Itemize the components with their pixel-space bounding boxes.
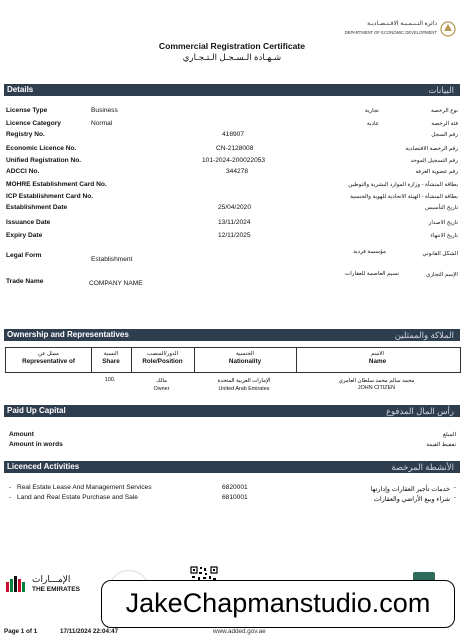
col-representative-en: Representative of — [22, 358, 75, 365]
icp-card-label-ar: بطاقة المنشأة - الهيئة الاتحادية للهوية والجنسية — [350, 194, 458, 200]
unified-registration-label-ar: رقم التسجيل الموحد — [410, 158, 458, 164]
col-role-en: Role/Position — [142, 358, 183, 365]
license-type-value-ar: تجارية — [364, 108, 379, 114]
economic-licence-label-ar: رقم الرخصة الاقتصادية — [405, 146, 458, 152]
activity-name: Real Estate Lease And Management Services — [17, 484, 152, 491]
emirates-text-ar: الإمـــارات — [32, 574, 71, 584]
licence-category-value-ar: عادية — [366, 121, 379, 127]
watermark-banner — [101, 580, 455, 628]
activity-bullet-ar: - — [453, 484, 456, 491]
trade-name-value: COMPANY NAME — [89, 280, 143, 287]
certificate-title-ar: شـهـادة الـسـجـل الـتـجـاري — [182, 52, 282, 62]
legal-form-value: Establishment — [91, 256, 133, 263]
activity-name: Land and Real Estate Purchase and Sale — [17, 494, 138, 501]
license-type-label-ar: نوع الرخصة — [431, 108, 458, 114]
ownership-heading: Ownership and Representatives — [7, 330, 129, 339]
col-representative — [6, 348, 92, 372]
owner-name-ar: محمد سالم محمد سلطان العامري — [338, 378, 415, 384]
activity-code: 6820001 — [222, 484, 248, 491]
mohre-card-label-ar: بطاقة المنشأة - وزارة الموارد البشرية والتوطين — [348, 182, 458, 188]
adcci-no-value: 344278 — [226, 168, 249, 175]
trade-name-label-ar: الإسم التجاري — [425, 272, 458, 278]
unified-registration-label: Unified Registration No. — [6, 157, 82, 164]
registry-no-label-ar: رقم السجل — [431, 132, 458, 138]
emirates-text-en: THE EMIRATES — [32, 586, 80, 593]
emirates-bars-icon — [6, 574, 28, 594]
licence-category-label-ar: فئة الرخصة — [431, 121, 458, 127]
capital-heading: Paid Up Capital — [7, 406, 66, 415]
owner-nationality-ar: الإمارات العربية المتحدة — [217, 378, 271, 384]
ownership-section-bar — [4, 329, 460, 341]
establishment-date-label-ar: تاريخ التأسيس — [425, 205, 458, 211]
col-role — [131, 348, 195, 372]
emblem-icon — [439, 20, 457, 38]
capital-heading-ar: رأس المال المدفوع — [385, 406, 454, 416]
activities-heading-ar: الأنشطة المرخصة — [391, 462, 454, 472]
col-name-en: Name — [368, 358, 387, 365]
registry-no-value: 418907 — [222, 131, 245, 138]
adcci-no-label: ADCCI No. — [6, 168, 40, 175]
col-share-en: Share — [102, 358, 120, 365]
details-heading: Details — [7, 85, 34, 94]
ownership-heading-ar: الملاكة والممثلين — [394, 330, 454, 340]
activity-name-ar: خدمات تأجير العقارات وإدارتها — [370, 486, 450, 493]
owner-role-ar: مالك — [156, 378, 167, 384]
activity-bullet: - — [9, 494, 12, 501]
col-nationality-ar: الجنسية — [236, 351, 254, 357]
amount-label-ar: المبلغ — [442, 432, 456, 438]
unified-registration-value: 101-2024-200022053 — [202, 157, 266, 164]
col-name-ar: الاسم — [371, 351, 384, 357]
establishment-date-value: 25/04/2020 — [218, 204, 252, 211]
col-role-ar: الدور/المنصب — [146, 351, 179, 357]
dept-name-en: DEPARTMENT OF ECONOMIC DEVELOPMENT — [344, 30, 437, 35]
activity-bullet-ar: - — [453, 494, 456, 501]
expiry-date-value: 12/11/2025 — [218, 232, 251, 239]
watermark-text: JakeChapmanstudio.com — [125, 588, 431, 618]
owner-role-en: Owner — [153, 386, 170, 392]
col-representative-ar: ممثل عن — [38, 351, 59, 357]
amount-label: Amount — [9, 431, 34, 438]
trade-name-label: Trade Name — [6, 278, 44, 285]
activity-code: 6810001 — [222, 494, 248, 501]
economic-licence-value: CN-2128008 — [216, 145, 254, 152]
owner-name-en: JOHN CITIZEN — [357, 385, 396, 391]
certificate-title: Commercial Registration Certificate — [158, 41, 306, 51]
establishment-date-label: Establishment Date — [6, 204, 68, 211]
activities-heading: Licenced Activities — [7, 462, 80, 471]
registry-no-label: Registry No. — [6, 131, 45, 138]
details-heading-ar: البيانات — [428, 85, 454, 95]
issuance-date-label: Issuance Date — [6, 219, 51, 226]
mohre-card-label: MOHRE Establishment Card No. — [6, 181, 107, 188]
owner-nationality-en: United Arab Emirates — [218, 386, 270, 392]
issuance-date-label-ar: تاريخ الاصدار — [428, 220, 458, 226]
col-share-ar: النسبة — [103, 351, 119, 357]
dept-name-ar: دائرة التـنـمـيـة الاقـتـصـاديـة — [367, 21, 437, 27]
owner-share: 100. — [104, 377, 116, 383]
ownership-table-header — [5, 347, 461, 373]
activities-section-bar — [4, 461, 460, 473]
icp-card-label: ICP Establishment Card No. — [6, 193, 94, 200]
department-logo — [345, 20, 457, 42]
economic-licence-label: Economic Licence No. — [6, 145, 77, 152]
col-nationality-en: Nationality — [228, 358, 262, 365]
activity-bullet: - — [9, 484, 12, 491]
legal-form-value-ar: مؤسسة فردية — [353, 249, 386, 255]
licence-category-value: Normal — [91, 120, 113, 127]
licence-category-label: Licence Category — [6, 120, 61, 127]
col-nationality — [194, 348, 297, 372]
issuance-date-value: 13/11/2024 — [218, 219, 251, 226]
col-share — [91, 348, 132, 372]
the-emirates-logo — [6, 572, 80, 598]
license-type-label: License Type — [6, 107, 48, 114]
legal-form-label-ar: الشكل القانوني — [422, 251, 458, 257]
details-section-bar — [4, 84, 460, 96]
adcci-no-label-ar: رقم عضوية الغرفة — [415, 169, 458, 175]
amount-words-label-ar: تفقيط القيمة — [426, 442, 456, 448]
expiry-date-label-ar: تاريخ الانتهاء — [430, 233, 458, 239]
activity-name-ar: شراء وبيع الأراضي والعقارات — [373, 496, 450, 503]
expiry-date-label: Expiry Date — [6, 232, 43, 239]
capital-section-bar — [4, 405, 460, 417]
license-type-value: Business — [91, 107, 118, 114]
col-name — [296, 348, 459, 372]
legal-form-label: Legal Form — [6, 252, 42, 259]
website-link[interactable]: www.added.gov.ae — [213, 628, 266, 635]
amount-words-label: Amount in words — [9, 441, 63, 448]
page-number: Page 1 of 1 — [4, 628, 38, 635]
print-timestamp: 17/11/2024 22:04:47 — [60, 628, 119, 635]
trade-name-value-ar: نسيم العاصمة للعقارات — [344, 271, 399, 277]
